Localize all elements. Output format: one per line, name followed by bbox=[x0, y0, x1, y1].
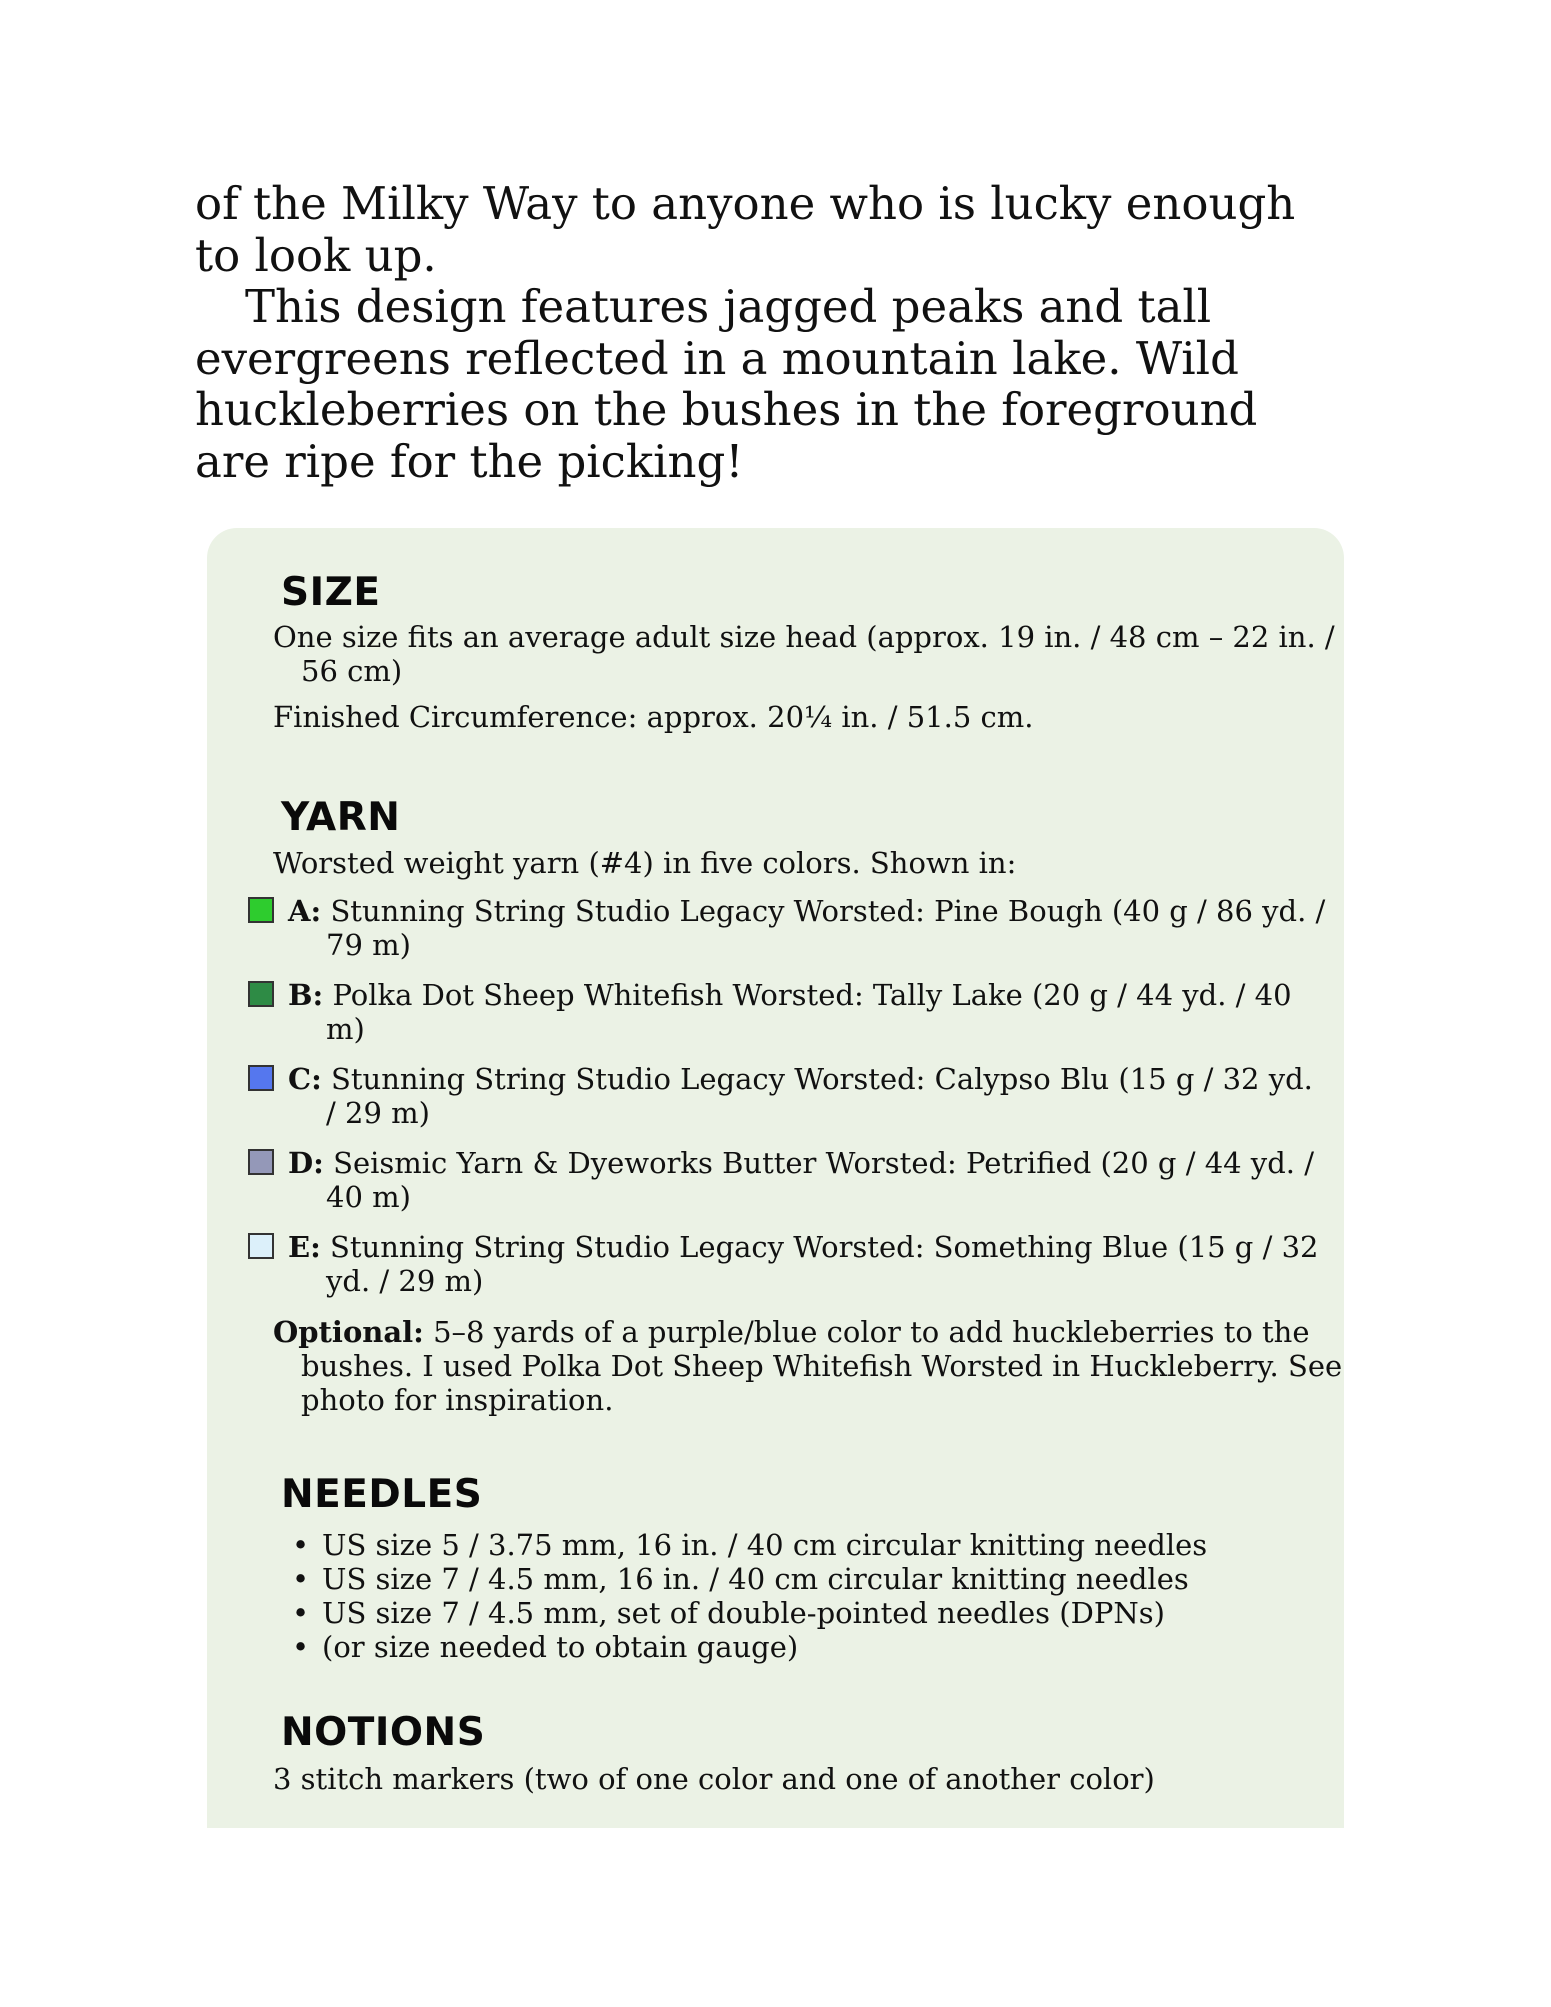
needle-text: (or size needed to obtain gauge) bbox=[322, 1630, 799, 1664]
bullet-icon: • bbox=[292, 1528, 310, 1562]
needles-list bbox=[290, 1528, 1207, 1664]
needle-text: US size 7 / 4.5 mm, set of double-pointed needles (DPNs) bbox=[322, 1596, 1165, 1630]
size-circumference-text: Finished Circumference: approx. 20¼ in. / 51.5 cm. bbox=[273, 700, 1034, 734]
yarn-letter: C: bbox=[288, 1062, 322, 1096]
intro-line: of the Milky Way to anyone who is lucky enough to look up. bbox=[195, 177, 1296, 282]
yarn-item-a bbox=[248, 894, 1328, 962]
yarn-item-e bbox=[248, 1230, 1328, 1298]
yarn-intro-text: Worsted weight yarn (#4) in five colors. Shown in: bbox=[273, 846, 1017, 880]
yarn-optional-text bbox=[273, 1315, 1351, 1417]
bullet-icon: • bbox=[292, 1630, 310, 1664]
notions-text: 3 stitch markers (two of one color and one of another color) bbox=[273, 1762, 1155, 1796]
yarn-letter: B: bbox=[288, 978, 324, 1012]
swatch-b-icon bbox=[248, 981, 274, 1007]
bullet-icon: • bbox=[292, 1596, 310, 1630]
swatch-e-icon bbox=[248, 1233, 274, 1259]
swatch-c-icon bbox=[248, 1065, 274, 1091]
intro-text bbox=[195, 178, 1345, 487]
yarn-description: Seismic Yarn & Dyeworks Butter Worsted: Petrified (20 g / 44 yd. / 40 m) bbox=[326, 1146, 1314, 1214]
optional-description: 5–8 yards of a purple/blue color to add huckleberries to the bushes. I used Polka Dot Sheep Whitefish Worsted in Huckleberry. See photo for inspiration. bbox=[301, 1315, 1343, 1417]
yarn-item-c bbox=[248, 1062, 1328, 1130]
list-item bbox=[290, 1596, 1207, 1630]
size-heading: SIZE bbox=[281, 570, 381, 615]
yarn-description: Stunning String Studio Legacy Worsted: Pine Bough (40 g / 86 yd. / 79 m) bbox=[326, 894, 1326, 962]
yarn-letter: E: bbox=[288, 1230, 321, 1264]
yarn-description: Polka Dot Sheep Whitefish Worsted: Tally Lake (20 g / 44 yd. / 40 m) bbox=[326, 978, 1292, 1046]
size-fit-text: One size fits an average adult size head (approx. 19 in. / 48 cm – 22 in. / 56 cm) bbox=[273, 620, 1335, 688]
needles-heading: NEEDLES bbox=[281, 1472, 483, 1517]
list-item bbox=[290, 1528, 1207, 1562]
list-item bbox=[290, 1630, 1207, 1664]
yarn-letter: A: bbox=[288, 894, 322, 928]
yarn-description: Stunning String Studio Legacy Worsted: Calypso Blu (15 g / 32 yd. / 29 m) bbox=[326, 1062, 1313, 1130]
needle-text: US size 5 / 3.75 mm, 16 in. / 40 cm circular knitting needles bbox=[322, 1528, 1208, 1562]
list-item bbox=[290, 1562, 1207, 1596]
yarn-description: Stunning String Studio Legacy Worsted: Something Blue (15 g / 32 yd. / 29 m) bbox=[326, 1230, 1319, 1298]
needle-text: US size 7 / 4.5 mm, 16 in. / 40 cm circular knitting needles bbox=[322, 1562, 1189, 1596]
optional-label: Optional: bbox=[273, 1315, 424, 1349]
intro-paragraph: This design features jagged peaks and tall evergreens reflected in a mountain lake. Wild huckleberries on the bushes in the foreground are ripe for the picking! bbox=[195, 280, 1258, 488]
yarn-item-d bbox=[248, 1146, 1328, 1214]
bullet-icon: • bbox=[292, 1562, 310, 1596]
yarn-letter: D: bbox=[288, 1146, 324, 1180]
swatch-d-icon bbox=[248, 1149, 274, 1175]
yarn-heading: YARN bbox=[281, 795, 401, 840]
notions-heading: NOTIONS bbox=[281, 1710, 486, 1755]
swatch-a-icon bbox=[248, 897, 274, 923]
yarn-item-b bbox=[248, 978, 1328, 1046]
